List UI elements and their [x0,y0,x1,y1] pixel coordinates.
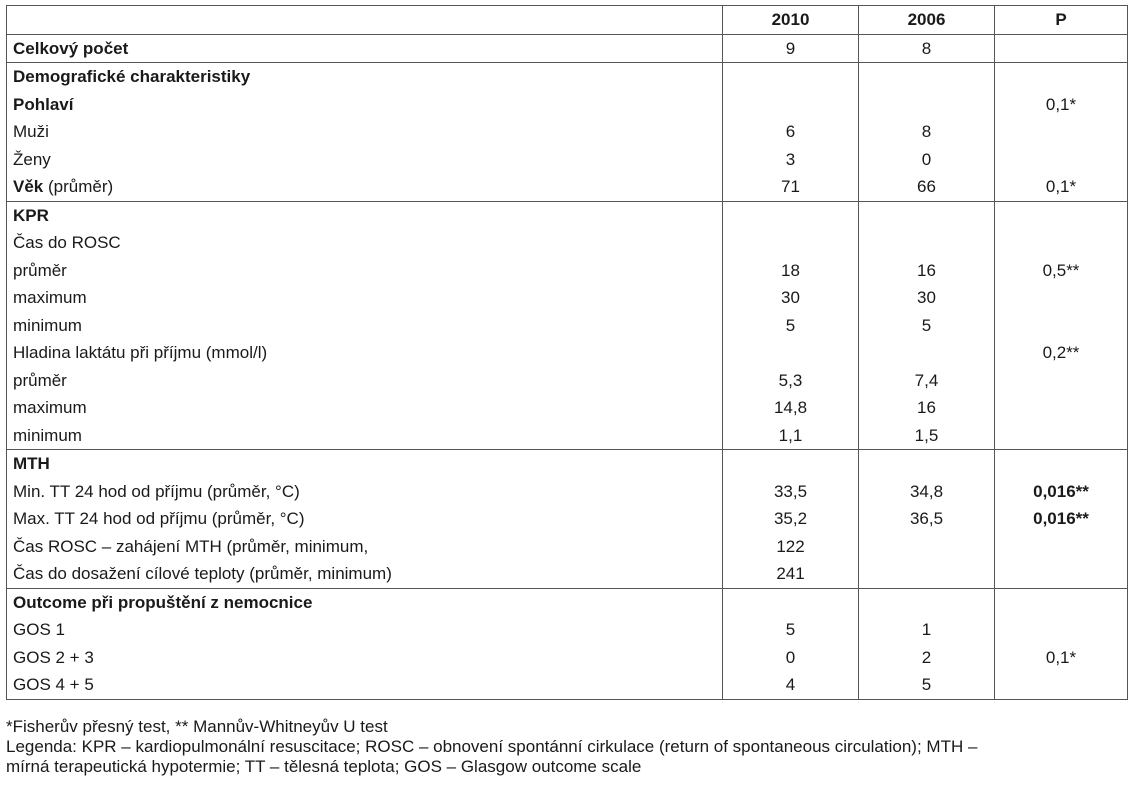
p-value [995,229,1128,257]
row-label-text: minimum [13,425,82,445]
value-2010 [723,63,859,91]
table-row [7,91,1128,119]
legend-line-1: Legenda: KPR – kardiopulmonální resuscitace; ROSC – obnovení spontánní cirkulace (return of spontaneous circulation); MTH – [6,737,978,756]
row-label [7,34,723,63]
table-notes [6,717,1126,777]
p-value [995,34,1128,63]
value-2006 [859,201,995,229]
value-2010: 5 [723,312,859,340]
row-label-text: Věk [13,177,44,196]
value-2010: 35,2 [723,505,859,533]
row-label [7,257,723,285]
table-body [7,34,1128,699]
p-value: 0,1* [995,173,1128,201]
p-value: 0,5** [995,257,1128,285]
value-2006 [859,339,995,367]
table-row [7,505,1128,533]
table-row [7,533,1128,561]
row-label-text: průměr [13,370,67,390]
row-label [7,284,723,312]
row-label [7,588,723,616]
table-row [7,312,1128,340]
row-label-text: MTH [13,454,50,473]
row-label [7,450,723,478]
table-row [7,560,1128,588]
value-2010 [723,588,859,616]
table-row [7,644,1128,672]
table-row [7,478,1128,506]
value-2006: 2 [859,644,995,672]
p-value [995,284,1128,312]
row-label [7,505,723,533]
header-2006: 2006 [859,6,995,35]
value-2006: 0 [859,146,995,174]
value-2010 [723,339,859,367]
value-2010 [723,91,859,119]
row-label-text: Čas do dosažení cílové teploty (průměr, minimum) [13,564,392,583]
p-value: 0,1* [995,644,1128,672]
value-2010 [723,450,859,478]
row-label-text: Pohlaví [13,94,74,114]
p-value [995,422,1128,450]
table-row [7,422,1128,450]
table-row [7,63,1128,91]
row-label-suffix: (průměr) [43,177,114,196]
p-value [995,671,1128,699]
value-2010: 0 [723,644,859,672]
table-row [7,284,1128,312]
value-2006: 8 [859,118,995,146]
value-2010: 122 [723,533,859,561]
row-label [7,91,723,119]
row-label [7,63,723,91]
value-2006 [859,229,995,257]
p-value [995,394,1128,422]
row-label [7,118,723,146]
p-value [995,201,1128,229]
table-row [7,146,1128,174]
row-label-text: Min. TT 24 hod od příjmu (průměr, °C) [13,481,300,501]
header-row [7,6,1128,35]
row-label-text: Max. TT 24 hod od příjmu (průměr, °C) [13,509,305,528]
p-value: 0,016** [995,505,1128,533]
value-2010: 18 [723,257,859,285]
row-label [7,201,723,229]
row-label-text: GOS 2 + 3 [13,647,94,667]
table-row [7,34,1128,63]
row-label [7,671,723,699]
value-2006: 16 [859,257,995,285]
row-label [7,394,723,422]
row-label-text: GOS 1 [13,620,65,639]
table-row [7,588,1128,616]
value-2010: 71 [723,173,859,201]
row-label-text: Demografické charakteristiky [13,67,251,86]
value-2006: 66 [859,173,995,201]
value-2010: 4 [723,671,859,699]
table-row [7,257,1128,285]
row-label-text: KPR [13,205,49,225]
value-2006: 7,4 [859,367,995,395]
p-value [995,118,1128,146]
value-2010: 3 [723,146,859,174]
p-value [995,367,1128,395]
value-2010: 241 [723,560,859,588]
row-label-text: Outcome při propuštění z nemocnice [13,592,313,612]
value-2006: 8 [859,34,995,63]
row-label [7,173,723,201]
value-2006 [859,588,995,616]
p-value [995,588,1128,616]
row-label [7,367,723,395]
row-label-text: maximum [13,288,87,307]
p-value [995,450,1128,478]
row-label-text: Ženy [13,149,51,169]
value-2006: 30 [859,284,995,312]
value-2006 [859,560,995,588]
value-2006 [859,63,995,91]
table-row [7,339,1128,367]
row-label [7,616,723,644]
row-label [7,560,723,588]
row-label-text: Čas do ROSC [13,233,121,252]
row-label [7,339,723,367]
table-row [7,367,1128,395]
p-value: 0,2** [995,339,1128,367]
p-value: 0,1* [995,91,1128,119]
value-2010: 14,8 [723,394,859,422]
row-label [7,229,723,257]
header-p: P [995,6,1128,35]
value-2010 [723,201,859,229]
row-label [7,478,723,506]
value-2006: 36,5 [859,505,995,533]
p-value [995,533,1128,561]
value-2010: 5 [723,616,859,644]
row-label-text: maximum [13,398,87,417]
row-label [7,312,723,340]
table-row [7,229,1128,257]
table-row [7,173,1128,201]
table-row [7,201,1128,229]
value-2006: 1,5 [859,422,995,450]
value-2006: 5 [859,312,995,340]
p-value [995,63,1128,91]
value-2010: 30 [723,284,859,312]
value-2006: 5 [859,671,995,699]
p-value: 0,016** [995,478,1128,506]
row-label [7,422,723,450]
table-row [7,671,1128,699]
value-2010: 1,1 [723,422,859,450]
footnote-tests: *Fisherův přesný test, ** Mannův-Whitneyův U test [6,717,388,736]
row-label-text: Muži [13,122,49,141]
row-label [7,533,723,561]
value-2010: 5,3 [723,367,859,395]
legend-line-2: mírná terapeutická hypotermie; TT – tělesná teplota; GOS – Glasgow outcome scale [6,757,642,776]
value-2006: 16 [859,394,995,422]
row-label-text: GOS 4 + 5 [13,675,94,694]
table-row [7,450,1128,478]
row-label-text: Hladina laktátu při příjmu (mmol/l) [13,343,268,362]
p-value [995,312,1128,340]
row-label-text: Celkový počet [13,38,129,58]
value-2006: 34,8 [859,478,995,506]
row-label [7,146,723,174]
row-label [7,644,723,672]
value-2010: 9 [723,34,859,63]
p-value [995,560,1128,588]
row-label-text: Čas ROSC – zahájení MTH (průměr, minimum, [13,536,369,556]
table-row [7,394,1128,422]
p-value [995,616,1128,644]
value-2006 [859,450,995,478]
table-row [7,616,1128,644]
value-2006 [859,91,995,119]
table-row [7,118,1128,146]
value-2010 [723,229,859,257]
value-2010: 6 [723,118,859,146]
value-2006: 1 [859,616,995,644]
value-2010: 33,5 [723,478,859,506]
row-label-text: průměr [13,260,67,280]
value-2006 [859,533,995,561]
header-label [7,6,723,35]
row-label-text: minimum [13,315,82,335]
p-value [995,146,1128,174]
header-2010: 2010 [723,6,859,35]
results-table [6,5,1128,700]
